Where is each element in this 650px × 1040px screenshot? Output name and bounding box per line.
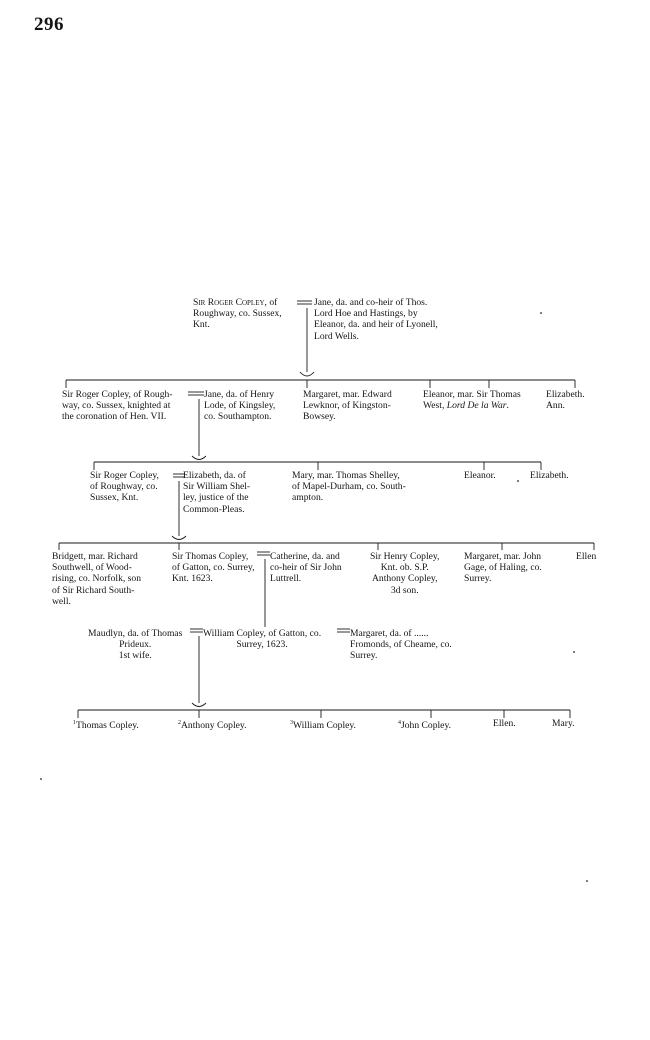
mary-shelley: Mary, mar. Thomas Shelley, of Mapel-Durham, co. South- ampton. — [292, 470, 406, 504]
birth-order: 1 — [73, 720, 76, 726]
elizabeth-gen3: Elizabeth. — [530, 470, 569, 481]
catherine-luttrell: Catherine, da. and co-heir of Sir John Luttrell. — [270, 551, 342, 585]
child-ellen: Ellen. — [493, 718, 516, 729]
sir-roger-copley-gen3: Sir Roger Copley, of Roughway, co. Sussex, Knt. — [90, 470, 159, 504]
child-name: William Copley. — [293, 720, 356, 732]
elizabeth-ann: Elizabeth. Ann. — [546, 389, 585, 412]
sir-roger-copley-gen2: Sir Roger Copley, of Rough- way, co. Sussex, knighted at the coronation of Hen. VII. — [62, 389, 173, 423]
sir-thomas-copley: Sir Thomas Copley, of Gatton, co. Surrey, Knt. 1623. — [172, 551, 255, 585]
scan-speck — [40, 778, 42, 780]
child-name: Thomas Copley. — [76, 720, 139, 732]
scan-speck — [540, 312, 542, 314]
title-italic: Lord De la War — [446, 400, 507, 412]
child-john — [398, 718, 451, 731]
birth-order: 3 — [290, 720, 293, 726]
page-number: 296 — [34, 14, 64, 35]
name-smallcaps: Sir Roger Copley — [193, 297, 265, 308]
eleanor-gen3: Eleanor. — [464, 470, 496, 481]
ellen-gen4: Ellen — [576, 551, 597, 562]
william-copley: William Copley, of Gatton, co. Surrey, 1623. — [203, 628, 322, 651]
margaret-gage: Margaret, mar. John Gage, of Haling, co. Surrey. — [464, 551, 542, 585]
scan-speck — [573, 651, 575, 653]
elizabeth-shelley: Elizabeth, da. of Sir William Shel- ley, justice of the Common-Pleas. — [183, 470, 251, 515]
scan-speck — [517, 480, 519, 482]
eleanor-west — [423, 389, 521, 411]
bridgett-southwell: Bridgett, mar. Richard Southwell, of Wood- rising, co. Norfolk, son of Sir Richard South- well. — [52, 551, 141, 607]
sir-henry-copley: Sir Henry Copley, Knt. ob. S.P. Anthony Copley, 3d son. — [370, 551, 440, 596]
birth-order: 2 — [178, 720, 181, 726]
margaret-lewknor: Margaret, mar. Edward Lewknor, of Kingston- Bowsey. — [303, 389, 392, 423]
jane-lode: Jane, da. of Henry Lode, of Kingsley, co. Southampton. — [204, 389, 276, 423]
bracket-1 — [300, 372, 314, 376]
entry-text: Eleanor, mar. Sir Thomas West, — [423, 389, 521, 412]
child-william — [290, 718, 356, 731]
entry-details: , of Roughway, co. Sussex, Knt. — [193, 297, 282, 331]
sir-roger-copley-gen1 — [193, 297, 282, 331]
scan-speck — [586, 880, 588, 882]
child-thomas — [73, 718, 139, 731]
margaret-fromonds: Margaret, da. of ...... Fromonds, of Cheame, co. Surrey. — [350, 628, 452, 662]
maudlyn-prideux: Maudlyn, da. of Thomas Prideux. 1st wife. — [88, 628, 183, 662]
birth-order: 4 — [398, 720, 401, 726]
jane-hoe: Jane, da. and co-heir of Thos. Lord Hoe and Hastings, by Eleanor, da. and heir of Lyonell, Lord Wells. — [314, 297, 438, 342]
bracket-5 — [192, 703, 206, 707]
child-anthony — [178, 718, 246, 731]
bracket-3 — [172, 536, 186, 540]
child-name: John Copley. — [401, 720, 452, 732]
bracket-2 — [192, 456, 206, 460]
child-mary: Mary. — [552, 718, 575, 729]
entry-end: . — [506, 400, 509, 412]
child-name: Anthony Copley. — [181, 720, 247, 732]
